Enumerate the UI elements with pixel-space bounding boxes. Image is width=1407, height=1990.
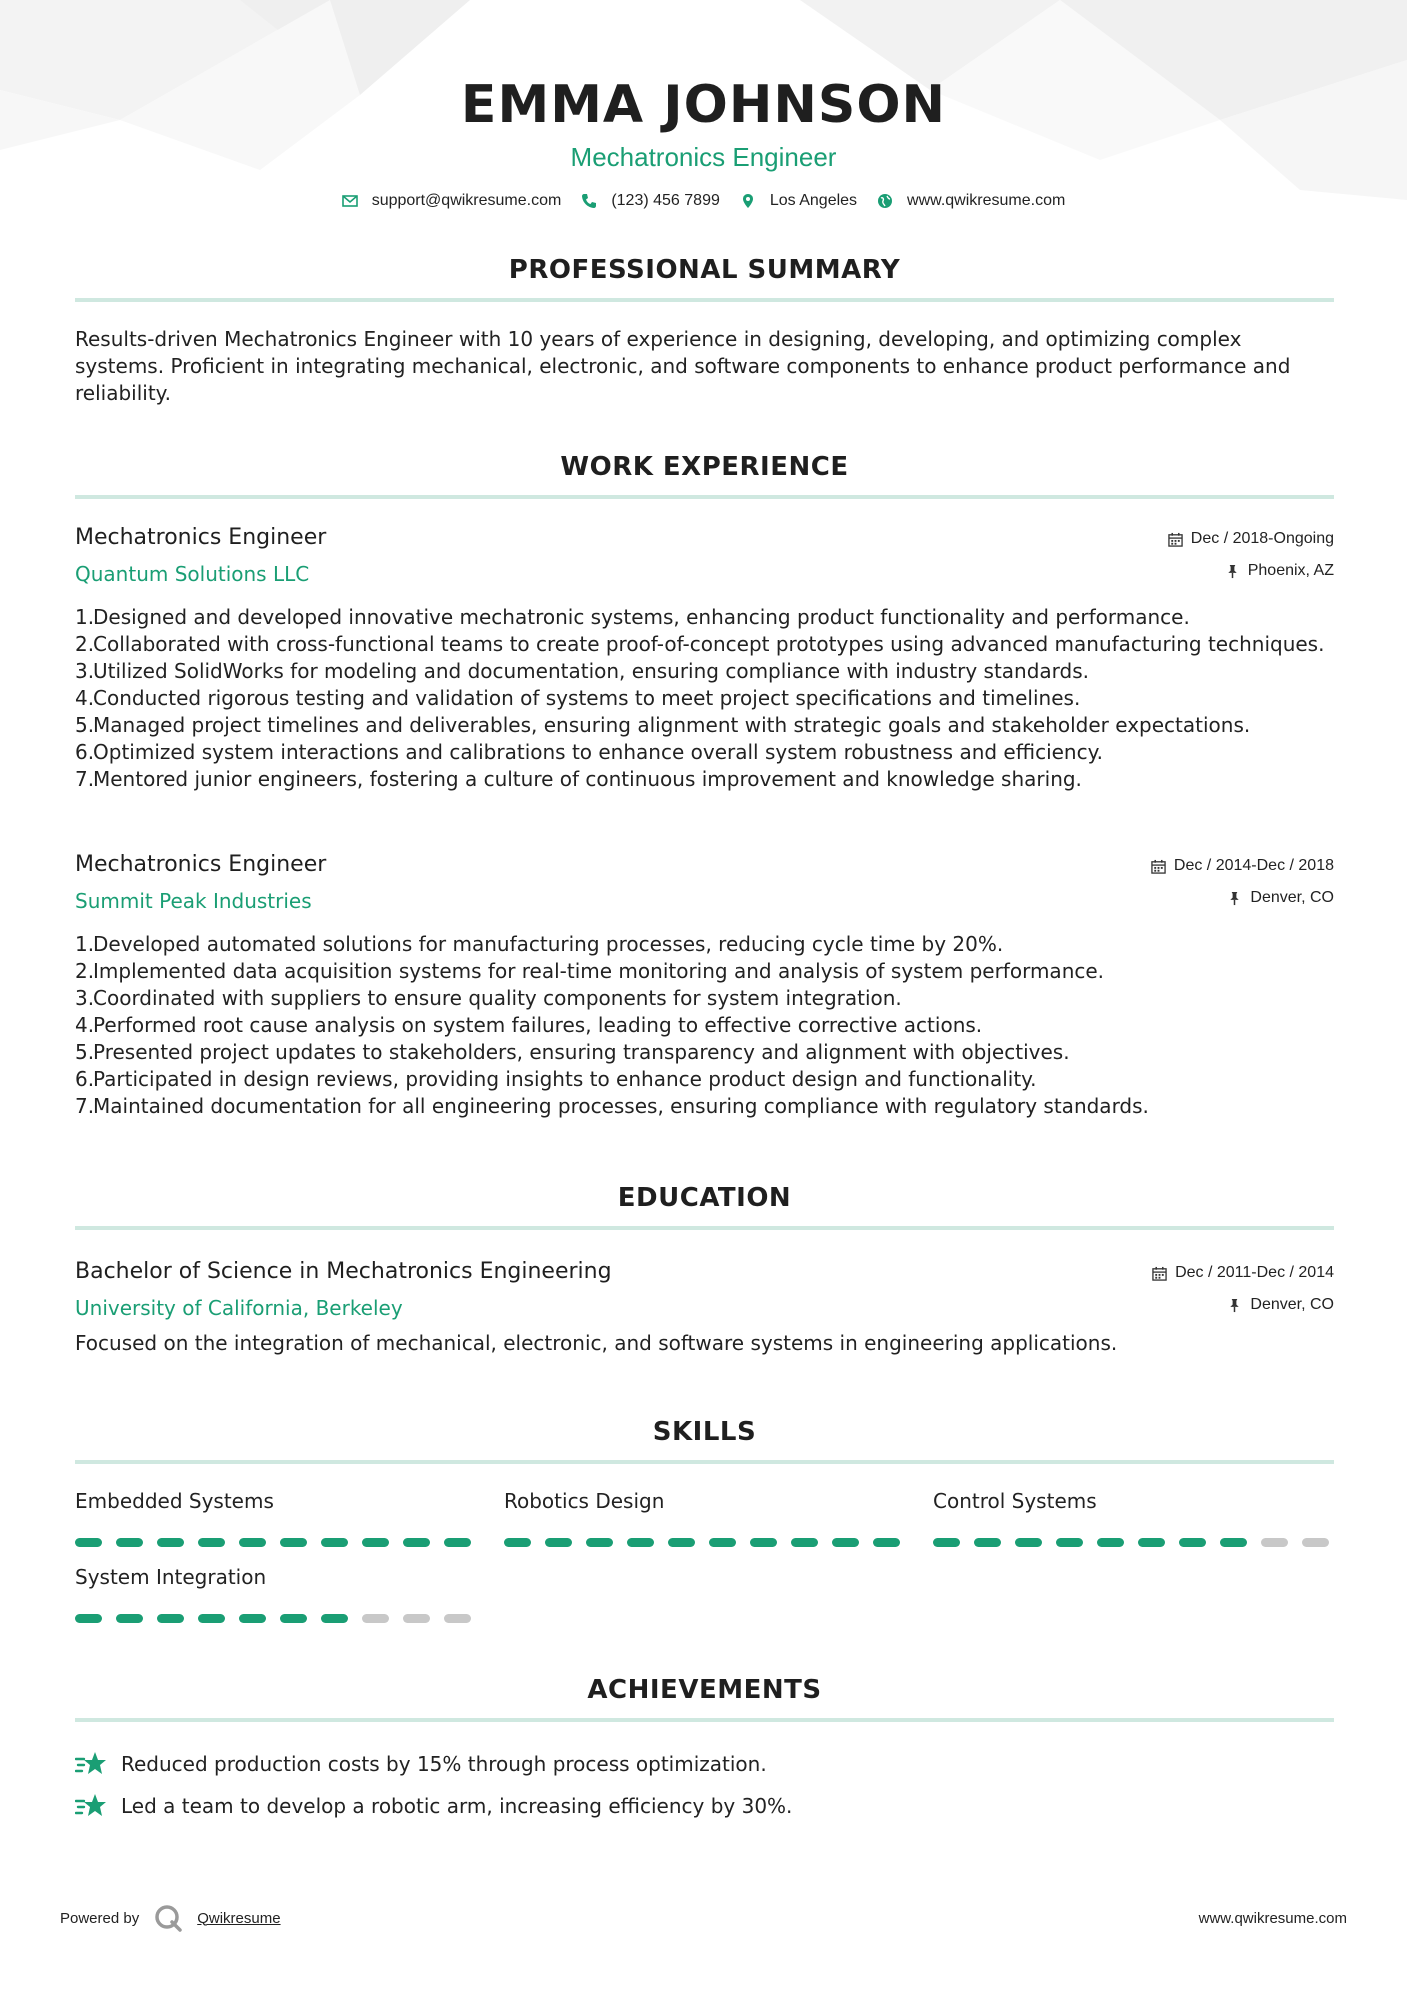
list-item: 3.Coordinated with suppliers to ensure quality components for system integration.: [75, 986, 902, 1010]
list-item: 7.Mentored junior engineers, fostering a culture of continuous improvement and knowledge sharing.: [75, 767, 1082, 791]
map-pin-icon: [740, 193, 756, 209]
page-footer: [60, 1898, 1347, 1938]
education-dates: Dec / 2011-Dec / 2014: [1152, 1264, 1334, 1282]
skill-dash-filled: [321, 1538, 348, 1547]
company-name: Summit Peak Industries: [75, 889, 312, 913]
candidate-name: EMMA JOHNSON: [460, 75, 947, 135]
skill-dash-filled: [157, 1614, 184, 1623]
section-heading-education: EDUCATION: [617, 1183, 792, 1213]
list-item: 7.Maintained documentation for all engineering processes, ensuring compliance with regulatory standards.: [75, 1094, 1149, 1118]
website-text: www.qwikresume.com: [907, 192, 1066, 209]
powered-by-label: Powered by: [60, 1909, 140, 1927]
shooting-star-icon: [75, 1750, 107, 1778]
skill-dash-filled: [933, 1538, 960, 1547]
job-dates: Dec / 2018-Ongoing: [1168, 530, 1334, 548]
contact-bar: [0, 192, 1407, 210]
shooting-star-icon: [75, 1792, 107, 1820]
phone-text: (123) 456 7899: [611, 192, 720, 209]
school-name: University of California, Berkeley: [75, 1296, 403, 1320]
job-bullets: [75, 931, 1334, 1120]
candidate-title: Mechatronics Engineer: [570, 142, 837, 172]
job-title: Mechatronics Engineer: [75, 525, 327, 550]
job-dates: Dec / 2014-Dec / 2018: [1151, 857, 1334, 875]
list-item: 4.Conducted rigorous testing and validation of systems to meet project specifications and timelines.: [75, 686, 1081, 710]
education-description: Focused on the integration of mechanical, electronic, and software systems in engineering applications.: [75, 1331, 1118, 1355]
contact-location: [740, 192, 857, 210]
list-item: 2.Collaborated with cross-functional teams to create proof-of-concept prototypes using advanced manufacturing techniques.: [75, 632, 1325, 656]
job-location: Denver, CO: [1227, 889, 1334, 907]
skill-dash-empty: [1261, 1538, 1288, 1547]
section-heading-experience: WORK EXPERIENCE: [560, 452, 849, 482]
skill-dash-filled: [1138, 1538, 1165, 1547]
skill-dash-filled: [974, 1538, 1001, 1547]
summary-section: [75, 254, 1334, 407]
list-item: [75, 1792, 1334, 1820]
section-divider: [75, 1718, 1334, 1722]
skill-dash-filled: [1056, 1538, 1083, 1547]
job-bullets: [75, 604, 1334, 793]
skill-dash-filled: [791, 1538, 818, 1547]
globe-icon: [877, 193, 893, 209]
pushpin-icon: [1227, 1298, 1242, 1313]
skill-dash-filled: [403, 1538, 430, 1547]
skill-dash-filled: [280, 1614, 307, 1623]
list-item: 6.Optimized system interactions and calibrations to enhance overall system robustness and efficiency.: [75, 740, 1103, 764]
skill-level-bar: [933, 1538, 1333, 1547]
skill-dash-empty: [1302, 1538, 1329, 1547]
skill-dash-filled: [116, 1614, 143, 1623]
skill-dash-filled: [545, 1538, 572, 1547]
skill-dash-filled: [280, 1538, 307, 1547]
job-location: Phoenix, AZ: [1225, 562, 1334, 580]
skill-level-bar: [75, 1538, 475, 1547]
skill-dash-empty: [362, 1614, 389, 1623]
job-entry-2: [75, 851, 1334, 1120]
skill-item: [933, 1488, 1333, 1547]
education-section: [75, 1182, 1334, 1230]
skill-dash-filled: [627, 1538, 654, 1547]
skill-dash-filled: [321, 1614, 348, 1623]
skill-level-bar: [504, 1538, 904, 1547]
skill-dash-empty: [444, 1614, 471, 1623]
achievements-section: [75, 1674, 1334, 1834]
skill-dash-filled: [75, 1538, 102, 1547]
skill-dash-filled: [157, 1538, 184, 1547]
skill-name: Robotics Design: [504, 1489, 665, 1513]
phone-icon: [581, 193, 597, 209]
envelope-icon: [342, 193, 358, 209]
list-item: 1.Designed and developed innovative mechatronic systems, enhancing product functionality and performance.: [75, 605, 1190, 629]
skill-dash-filled: [668, 1538, 695, 1547]
skill-dash-filled: [198, 1538, 225, 1547]
list-item: [75, 1750, 1334, 1778]
skill-dash-filled: [1220, 1538, 1247, 1547]
job-title: Mechatronics Engineer: [75, 852, 327, 877]
achievement-text: Reduced production costs by 15% through process optimization.: [121, 1752, 767, 1776]
degree-title: Bachelor of Science in Mechatronics Engineering: [75, 1259, 612, 1284]
skill-item: [75, 1488, 475, 1547]
skill-name: Embedded Systems: [75, 1489, 274, 1513]
skill-dash-filled: [362, 1538, 389, 1547]
skill-dash-filled: [709, 1538, 736, 1547]
skill-dash-filled: [750, 1538, 777, 1547]
calendar-icon: [1168, 532, 1183, 547]
skill-dash-filled: [75, 1614, 102, 1623]
skill-dash-filled: [504, 1538, 531, 1547]
contact-phone[interactable]: [581, 192, 720, 210]
skill-level-bar: [75, 1614, 475, 1623]
summary-text: Results-driven Mechatronics Engineer with 10 years of experience in designing, developing, and optimizing complex systems. Proficient in integrating mechanical, electronic, and software components to enhance product performance and reliability.: [75, 327, 1291, 405]
skill-dash-filled: [198, 1614, 225, 1623]
list-item: 2.Implemented data acquisition systems for real-time monitoring and analysis of system performance.: [75, 959, 1105, 983]
section-divider: [75, 298, 1334, 302]
contact-email[interactable]: [342, 192, 562, 210]
skill-item: [504, 1488, 904, 1547]
skill-dash-filled: [1097, 1538, 1124, 1547]
section-heading-summary: PROFESSIONAL SUMMARY: [508, 255, 901, 285]
pushpin-icon: [1227, 891, 1242, 906]
section-divider: [75, 495, 1334, 499]
company-name: Quantum Solutions LLC: [75, 562, 310, 586]
calendar-icon: [1151, 859, 1166, 874]
calendar-icon: [1152, 1266, 1167, 1281]
location-text: Los Angeles: [769, 192, 858, 209]
list-item: 4.Performed root cause analysis on system failures, leading to effective corrective actions.: [75, 1013, 983, 1037]
skill-dash-filled: [1179, 1538, 1206, 1547]
skill-dash-filled: [586, 1538, 613, 1547]
footer-website-link[interactable]: www.qwikresume.com: [1198, 1909, 1347, 1927]
skill-dash-filled: [873, 1538, 900, 1547]
powered-by: [60, 1903, 281, 1933]
skill-dash-filled: [116, 1538, 143, 1547]
section-divider: [75, 1226, 1334, 1230]
list-item: 3.Utilized SolidWorks for modeling and documentation, ensuring compliance with industry standards.: [75, 659, 1090, 683]
skill-item: [75, 1564, 475, 1623]
resume-header: [0, 0, 1407, 210]
list-item: 5.Presented project updates to stakeholders, ensuring transparency and alignment with objectives.: [75, 1040, 1070, 1064]
achievements-list: [75, 1750, 1334, 1820]
job-entry-1: [75, 524, 1334, 793]
education-location: Denver, CO: [1227, 1296, 1334, 1314]
qwikresume-logo-icon: [153, 1903, 183, 1933]
skill-dash-filled: [832, 1538, 859, 1547]
experience-section: [75, 451, 1334, 499]
education-entry: [75, 1258, 1334, 1357]
skill-dash-filled: [1015, 1538, 1042, 1547]
skill-name: System Integration: [75, 1565, 267, 1589]
achievement-text: Led a team to develop a robotic arm, increasing efficiency by 30%.: [121, 1794, 793, 1818]
email-text: support@qwikresume.com: [371, 192, 562, 209]
list-item: 6.Participated in design reviews, providing insights to enhance product design and functionality.: [75, 1067, 1037, 1091]
skill-dash-filled: [444, 1538, 471, 1547]
section-heading-skills: SKILLS: [652, 1417, 757, 1447]
skill-dash-filled: [239, 1614, 266, 1623]
contact-website[interactable]: [877, 192, 1065, 210]
skills-section: [75, 1416, 1334, 1464]
skill-name: Control Systems: [933, 1489, 1097, 1513]
list-item: 5.Managed project timelines and deliverables, ensuring alignment with strategic goals and stakeholder expectations.: [75, 713, 1251, 737]
section-heading-achievements: ACHIEVEMENTS: [587, 1675, 822, 1705]
list-item: 1.Developed automated solutions for manufacturing processes, reducing cycle time by 20%.: [75, 932, 1004, 956]
skill-dash-filled: [239, 1538, 266, 1547]
section-divider: [75, 1460, 1334, 1464]
skill-dash-empty: [403, 1614, 430, 1623]
pushpin-icon: [1225, 564, 1240, 579]
brand-link[interactable]: Qwikresume: [197, 1909, 281, 1927]
